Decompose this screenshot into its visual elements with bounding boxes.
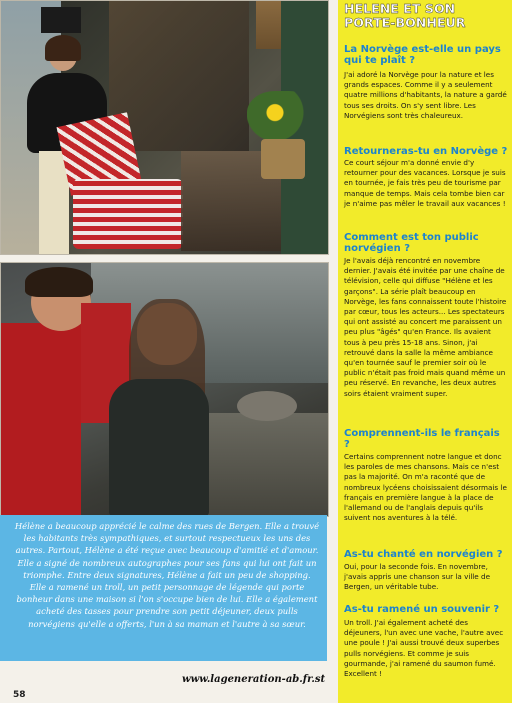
question-2: Retourneras-tu en Norvège ? [344,146,508,157]
answer-2: Ce court séjour m'a donné envie d'y retourner pour des vacances. Lorsque je suis en tournée, je fais très peu de tourisme par manque de temps. Mais cela tombe bien car je n'aime pas mêler le travail aux vacances ! [344,158,506,208]
answer-1: J'ai adoré la Norvège pour la nature et les grands espaces. Comme il y a seulement quatre millions d'habitants, la nature a gardé tous ses droits. On s'y sent libre. Les Norvégiens sont très chaleureux. [344,70,507,120]
street-ground [201,413,328,516]
fan-red-jacket [1,323,81,516]
question-1: La Norvège est-elle un pays qui te plaît ? [344,44,501,66]
shop-sign [41,7,81,33]
title-line-2: PORTE-BONHEUR [344,15,466,30]
title-line-1: HELENE ET SON [344,1,456,16]
shop-photo [0,0,329,255]
answer-4: Certains comprennent notre langue et donc les paroles de mes chansons. Mais ce n'est pas la majorité. On m'a raconté que de nombreux lycéens choisissaient désormais le français en première langue à la place de l'allemand ou de l'anglais depuis qu'ils suivent nos aventures à la télé. [344,452,507,523]
stone-rock [237,391,297,421]
answer-6: Un troll. J'ai également acheté des déjeuners, l'un avec une vache, l'autre avec une poule ! J'ai aussi trouvé deux superbes pulls norvégiens. Et comme je suis gourmande, j'ai ramené du saumon fumé. Excellent ! [344,618,504,679]
question-4: Comprennent-ils le français ? [344,428,500,450]
page-number: 58 [13,690,26,700]
sunflower-pot [247,91,317,145]
question-5: As-tu chanté en norvégien ? [344,549,503,560]
autograph-photo [0,262,329,517]
wicker-basket [261,139,305,179]
table-cloth [73,179,183,249]
photo-caption: Hélène a beaucoup apprécié le calme des rues de Bergen. Elle a trouvé les habitants très sympathiques, et surtout respectueux les uns des autres. Partout, Hélène a été reçue avec beaucoup d'amitié et d'amour. Elle a signé de nombreux autographes pour ses fans qui lui ont fait un triomphe. Entre deux signatures, Hélène a fait un peu de shopping. Elle a ramené un troll, un petit personnage de légende qui porte bonheur dans une maison si l'on s'occupe bien de lui. Elle a également acheté des tasses pour prendre son petit déjeuner, deux pulls norvégiens qu'elle a offerts, l'un à sa maman et l'autre à sa sœur. [14,521,320,629]
answer-3: Je l'avais déjà rencontré en novembre dernier. J'avais été invitée par une chaîne de télévision, celle qui diffuse "Hélène et les garçons". La série plaît beaucoup en Norvège, les fans connaissent toute l'histoire par cœur, tous les acteurs... Les spectateurs qui ont assisté au concert me paraissent un peu plus "âgés" qu'en France. Ils avaient tous à peu près 15-18 ans. Sinon, j'ai retrouvé dans la salle la même ambiance qu'en tournée sauf le premier soir où le public n'était pas froid mais quand même un peu réservé. En revanche, les deux autres soirs étaient vraiment super. [344,256,507,398]
article-title [344,2,508,30]
answer-5: Oui, pour la seconde fois. En novembre, j'avais appris une chanson sur la ville de Bergen, un véritable tube. [344,562,490,592]
fan-hair [25,267,93,297]
question-6: As-tu ramené un souvenir ? [344,604,500,615]
helene-coat [109,379,209,516]
website-url: www.lageneration-ab.fr.st [182,674,326,685]
question-3: Comment est ton public norvégien ? [344,232,479,254]
woman-hair [45,35,81,61]
